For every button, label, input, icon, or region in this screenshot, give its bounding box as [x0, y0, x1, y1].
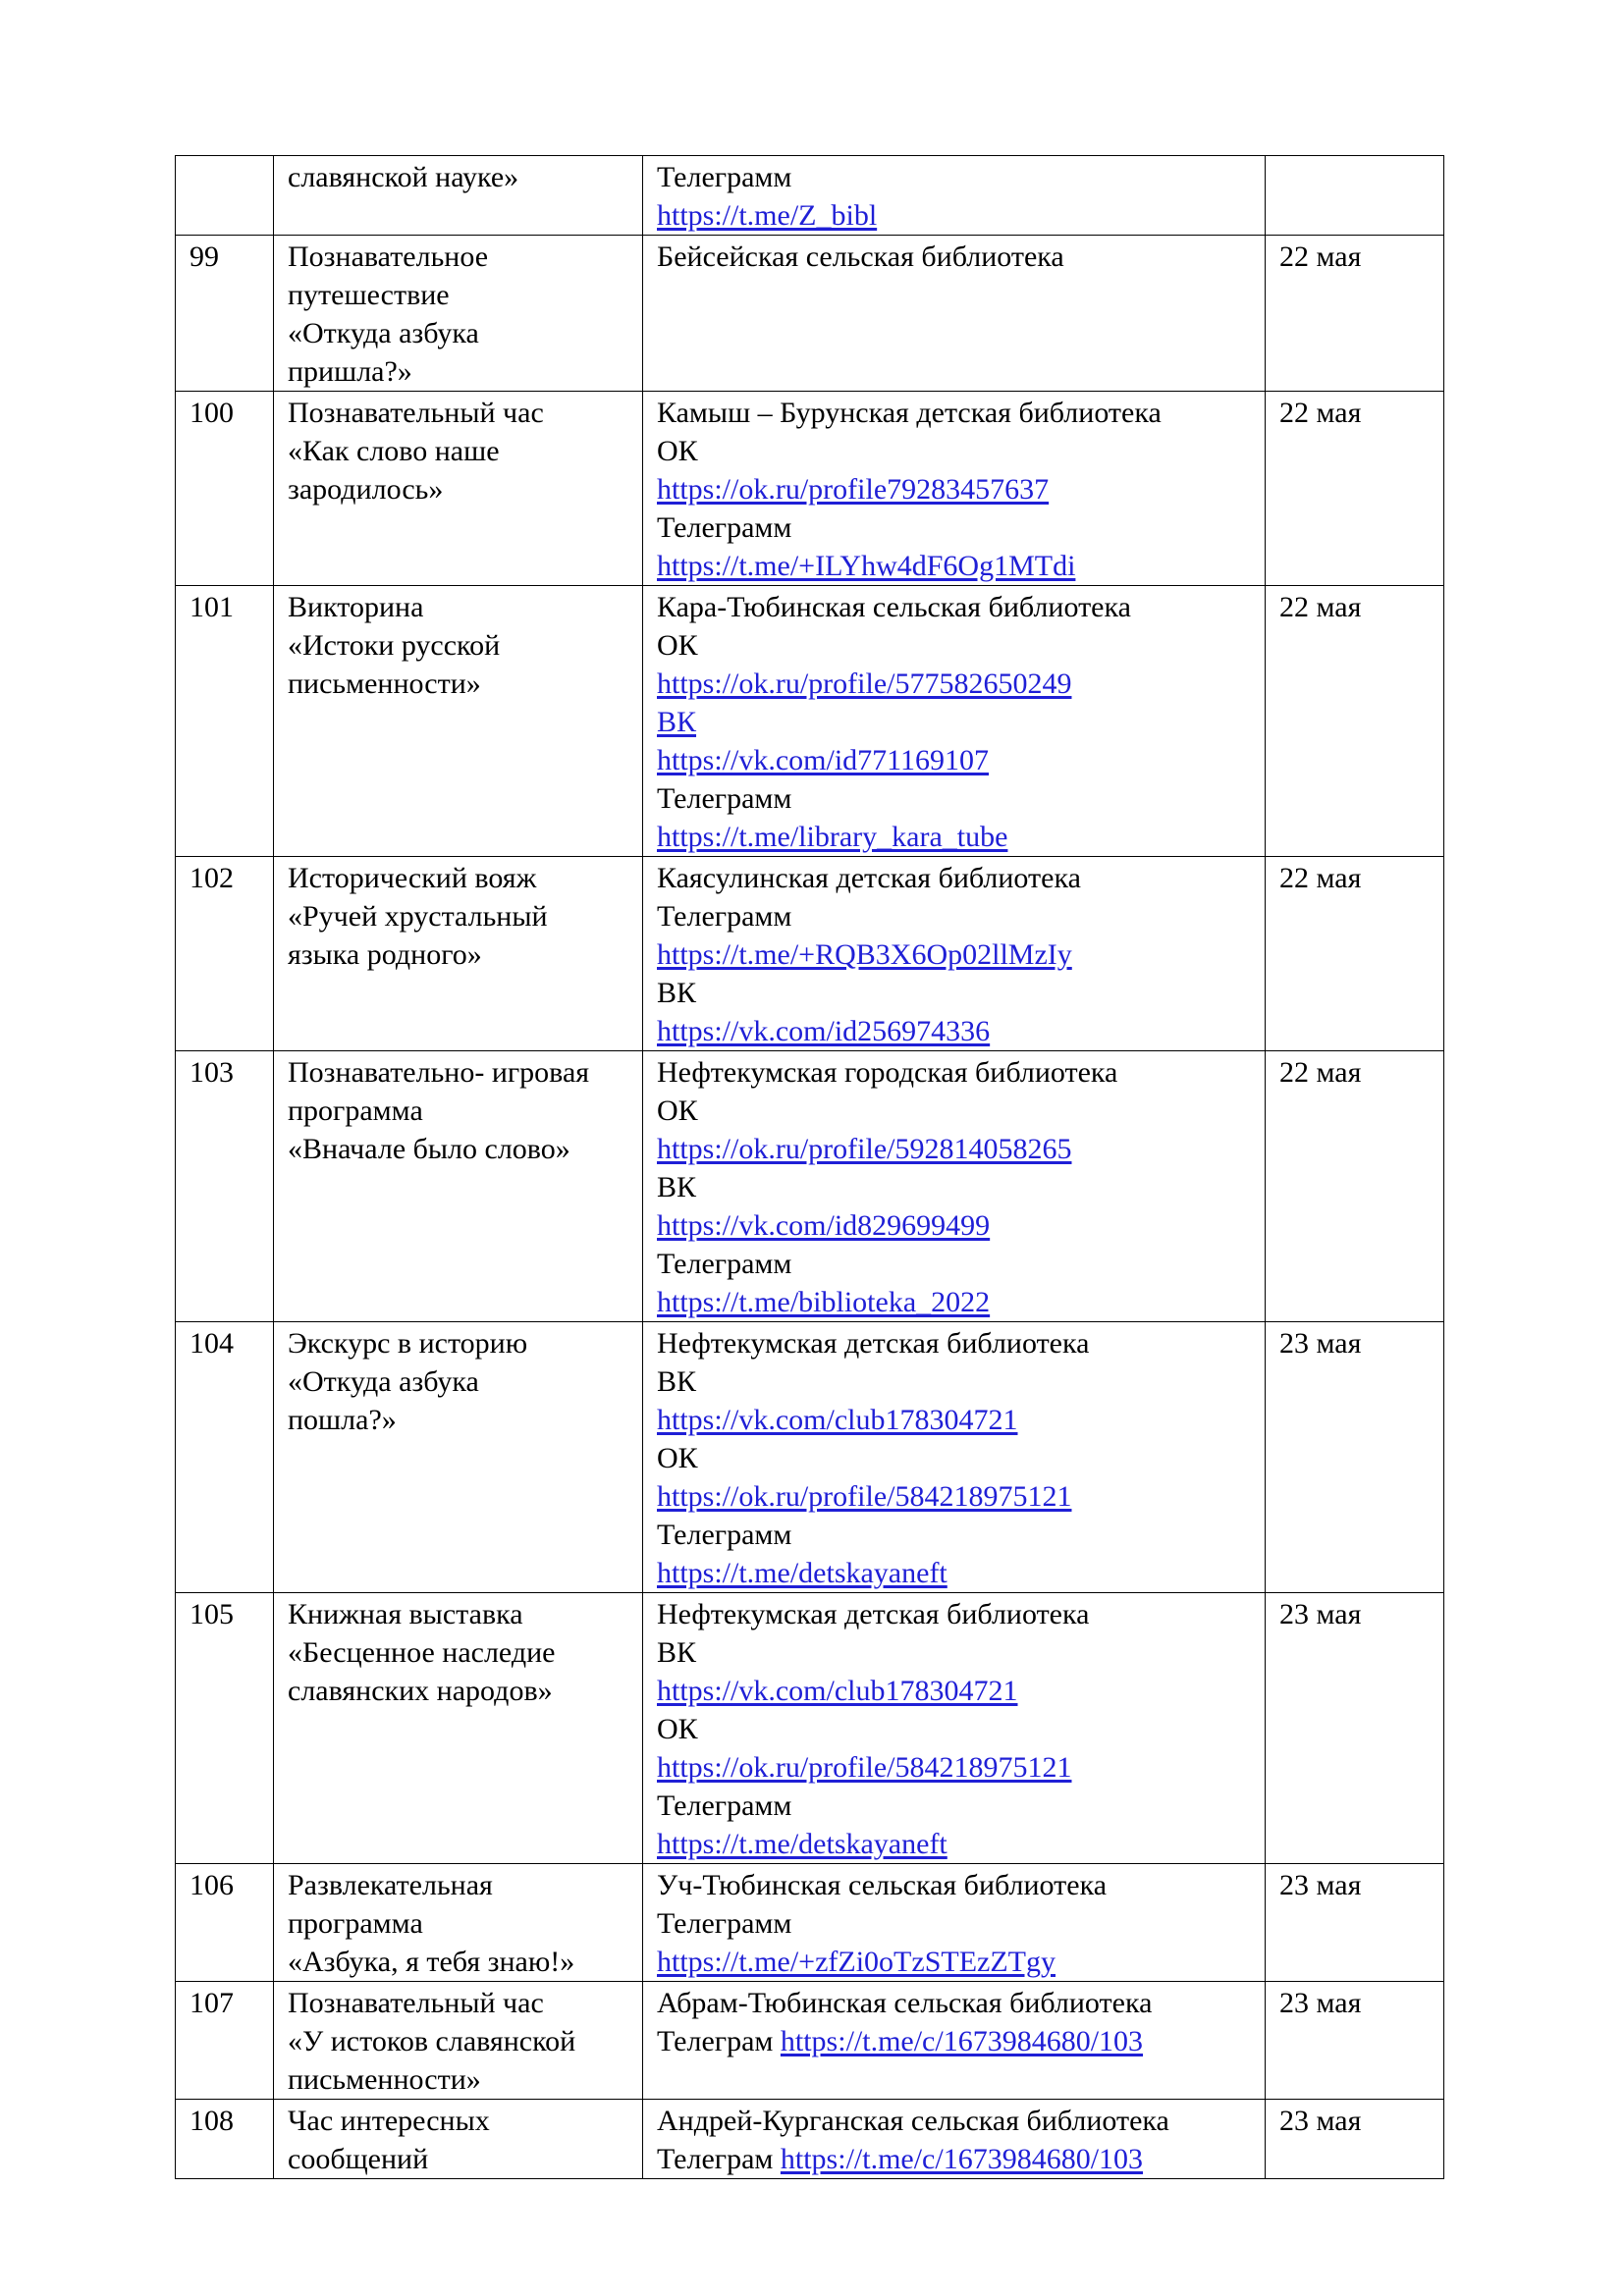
row-number-cell: [176, 236, 274, 392]
venue-link[interactable]: https://vk.com/club178304721: [657, 1404, 1018, 1436]
venue-link-line: [657, 1943, 1251, 1981]
venue-link-line: [657, 1283, 1251, 1321]
event-date: 23 мая: [1279, 1869, 1362, 1901]
event-date: 22 мая: [1279, 591, 1362, 623]
event-title-cell: [274, 236, 643, 392]
venue-link-line: [657, 547, 1251, 585]
events-table: [175, 155, 1444, 2179]
event-title-line: сообщений: [288, 2143, 429, 2175]
venue-line: ВК: [657, 1171, 697, 1203]
row-number-cell: [176, 156, 274, 236]
row-number-cell: [176, 586, 274, 857]
venue-line: Уч-Тюбинская сельская библиотека: [657, 1869, 1108, 1901]
venue-line: ОК: [657, 1713, 698, 1745]
venue-line: ОК: [657, 1442, 698, 1474]
row-number: 103: [189, 1056, 234, 1089]
venue-link[interactable]: https://vk.com/id771169107: [657, 744, 990, 776]
venue-link-line: [657, 665, 1251, 703]
venue-cell: [643, 1593, 1266, 1864]
event-title-line: «У истоков славянской: [288, 2025, 576, 2057]
venue-link[interactable]: https://t.me/library_kara_tube: [657, 821, 1008, 853]
event-date: 23 мая: [1279, 2105, 1362, 2137]
venue-line: Телеграмм: [657, 900, 792, 933]
event-date-cell: [1266, 1864, 1444, 1982]
table-row: [176, 1593, 1444, 1864]
venue-link[interactable]: https://t.me/Z_bibl: [657, 199, 878, 232]
row-number: 101: [189, 591, 234, 623]
event-date-cell: [1266, 156, 1444, 236]
event-title-line: Познавательный час: [288, 397, 544, 429]
table-row: [176, 1982, 1444, 2100]
event-date-cell: [1266, 1051, 1444, 1322]
event-title-cell: [274, 857, 643, 1051]
venue-link[interactable]: https://vk.com/id256974336: [657, 1015, 991, 1047]
venue-link[interactable]: https://ok.ru/profile79283457637: [657, 473, 1050, 506]
venue-link-line: [657, 1401, 1251, 1439]
venue-cell: [643, 156, 1266, 236]
venue-link[interactable]: https://vk.com/club178304721: [657, 1675, 1018, 1707]
telegram-link[interactable]: https://t.me/c/1673984680/103: [780, 2025, 1144, 2057]
venue-link-line: [657, 818, 1251, 856]
table-row: [176, 1322, 1444, 1593]
table-row: [176, 156, 1444, 236]
venue-line: Абрам-Тюбинская сельская библиотека: [657, 1987, 1153, 2019]
event-title-line: Час интересных: [288, 2105, 490, 2137]
venue-line: ОК: [657, 435, 698, 467]
event-title-line: Исторический вояж: [288, 862, 537, 894]
row-number-cell: [176, 1864, 274, 1982]
venue-link-line: [657, 1206, 1251, 1245]
venue-link[interactable]: https://t.me/detskayaneft: [657, 1557, 947, 1589]
venue-link[interactable]: https://vk.com/id829699499: [657, 1209, 991, 1242]
row-number-cell: [176, 392, 274, 586]
venue-line: Нефтекумская городская библиотека: [657, 1056, 1118, 1089]
event-title-line: «Бесценное наследие: [288, 1636, 556, 1669]
venue-line: Бейсейская сельская библиотека: [657, 240, 1064, 273]
venue-line: Телеграмм: [657, 1907, 792, 1940]
venue-line: ВК: [657, 1365, 697, 1398]
event-title-line: славянской науке»: [288, 161, 519, 193]
row-number: 107: [189, 1987, 234, 2019]
event-title-line: «Азбука, я тебя знаю!»: [288, 1946, 575, 1978]
event-title-cell: [274, 1051, 643, 1322]
event-title-line: письменности»: [288, 2063, 481, 2096]
venue-cell: [643, 1864, 1266, 1982]
event-title-line: Познавательный час: [288, 1987, 544, 2019]
row-number: 100: [189, 397, 234, 429]
event-title-line: пришла?»: [288, 355, 412, 388]
venue-line: Телеграмм: [657, 782, 792, 815]
venue-line: Телеграмм: [657, 161, 792, 193]
row-number-cell: [176, 2100, 274, 2179]
event-date: 23 мая: [1279, 1598, 1362, 1630]
event-title-line: «Откуда азбука: [288, 1365, 479, 1398]
venue-link-line: [657, 1748, 1251, 1787]
venue-link-line: [657, 741, 1251, 779]
venue-mixed-line: [657, 2022, 1251, 2060]
table-row: [176, 236, 1444, 392]
telegram-label: Телеграм: [657, 2025, 781, 2057]
event-title-cell: [274, 156, 643, 236]
venue-link[interactable]: https://t.me/detskayaneft: [657, 1828, 947, 1860]
event-title-line: Познавательно- игровая: [288, 1056, 590, 1089]
venue-link[interactable]: https://t.me/biblioteka_2022: [657, 1286, 991, 1318]
venue-cell: [643, 586, 1266, 857]
event-title-line: «Ручей хрустальный: [288, 900, 548, 933]
telegram-link[interactable]: https://t.me/c/1673984680/103: [780, 2143, 1144, 2175]
venue-cell: [643, 1322, 1266, 1593]
venue-line: ОК: [657, 629, 698, 662]
venue-link-line: [657, 1825, 1251, 1863]
venue-link-line: [657, 703, 1251, 741]
venue-link[interactable]: https://ok.ru/profile/577582650249: [657, 667, 1072, 700]
event-date-cell: [1266, 236, 1444, 392]
event-title-cell: [274, 1982, 643, 2100]
venue-link[interactable]: https://ok.ru/profile/584218975121: [657, 1751, 1072, 1784]
venue-line: Андрей-Курганская сельская библиотека: [657, 2105, 1169, 2137]
event-title-line: «Истоки русской: [288, 629, 501, 662]
venue-link-line: [657, 1477, 1251, 1516]
event-title-line: Развлекательная: [288, 1869, 493, 1901]
event-date-cell: [1266, 586, 1444, 857]
event-title-cell: [274, 1864, 643, 1982]
venue-link[interactable]: ВК: [657, 706, 697, 738]
venue-link[interactable]: https://t.me/+RQB3X6Op02llMzIy: [657, 938, 1072, 971]
venue-cell: [643, 1051, 1266, 1322]
venue-line: Нефтекумская детская библиотека: [657, 1327, 1090, 1360]
event-date-cell: [1266, 857, 1444, 1051]
event-title-line: Викторина: [288, 591, 424, 623]
venue-link-line: [657, 1554, 1251, 1592]
event-date: 22 мая: [1279, 240, 1362, 273]
venue-link[interactable]: https://t.me/+ILYhw4dF6Og1MTdi: [657, 550, 1076, 582]
venue-line: Телеграмм: [657, 511, 792, 544]
event-title-cell: [274, 392, 643, 586]
venue-cell: [643, 1982, 1266, 2100]
event-title-line: языка родного»: [288, 938, 482, 971]
event-date: 23 мая: [1279, 1987, 1362, 2019]
events-table-body: [176, 156, 1444, 2179]
row-number-cell: [176, 1322, 274, 1593]
table-row: [176, 586, 1444, 857]
venue-cell: [643, 392, 1266, 586]
row-number: 99: [189, 240, 219, 273]
venue-line: Кара-Тюбинская сельская библиотека: [657, 591, 1131, 623]
venue-link-line: [657, 935, 1251, 974]
venue-mixed-line: [657, 2140, 1251, 2178]
venue-link[interactable]: https://ok.ru/profile/592814058265: [657, 1133, 1072, 1165]
venue-link-line: [657, 1012, 1251, 1050]
event-date: 23 мая: [1279, 1327, 1362, 1360]
event-title-line: Книжная выставка: [288, 1598, 523, 1630]
venue-link[interactable]: https://t.me/+zfZi0oTzSTEzZTgy: [657, 1946, 1056, 1978]
event-title-line: программа: [288, 1095, 423, 1127]
event-title-cell: [274, 586, 643, 857]
venue-link-line: [657, 1130, 1251, 1168]
venue-line: Телеграмм: [657, 1789, 792, 1822]
venue-cell: [643, 857, 1266, 1051]
event-title-line: путешествие: [288, 279, 450, 311]
event-title-line: «Откуда азбука: [288, 317, 479, 349]
event-title-line: славянских народов»: [288, 1675, 553, 1707]
row-number: 106: [189, 1869, 234, 1901]
venue-line: Камыш – Бурунская детская библиотека: [657, 397, 1162, 429]
event-title-line: Экскурс в историю: [288, 1327, 528, 1360]
venue-line: Телеграмм: [657, 1248, 792, 1280]
table-row: [176, 857, 1444, 1051]
venue-line: Телеграмм: [657, 1519, 792, 1551]
event-title-cell: [274, 1322, 643, 1593]
event-title-cell: [274, 1593, 643, 1864]
event-title-cell: [274, 2100, 643, 2179]
row-number: 102: [189, 862, 234, 894]
event-date: 22 мая: [1279, 397, 1362, 429]
event-date: 22 мая: [1279, 1056, 1362, 1089]
venue-line: ОК: [657, 1095, 698, 1127]
venue-line: Каясулинская детская библиотека: [657, 862, 1081, 894]
event-title-line: программа: [288, 1907, 423, 1940]
event-title-line: зародилось»: [288, 473, 444, 506]
event-title-line: «Вначале было слово»: [288, 1133, 570, 1165]
venue-line: Нефтекумская детская библиотека: [657, 1598, 1090, 1630]
row-number-cell: [176, 1051, 274, 1322]
table-row: [176, 1864, 1444, 1982]
event-title-line: пошла?»: [288, 1404, 397, 1436]
row-number-cell: [176, 1593, 274, 1864]
venue-link[interactable]: https://ok.ru/profile/584218975121: [657, 1480, 1072, 1513]
row-number: 104: [189, 1327, 234, 1360]
event-title-line: письменности»: [288, 667, 481, 700]
row-number: 108: [189, 2105, 234, 2137]
event-date-cell: [1266, 1322, 1444, 1593]
telegram-label: Телеграм: [657, 2143, 781, 2175]
venue-cell: [643, 2100, 1266, 2179]
row-number-cell: [176, 1982, 274, 2100]
event-date-cell: [1266, 2100, 1444, 2179]
event-date: 22 мая: [1279, 862, 1362, 894]
row-number: 105: [189, 1598, 234, 1630]
table-row: [176, 1051, 1444, 1322]
venue-link-line: [657, 196, 1251, 235]
venue-link-line: [657, 1672, 1251, 1710]
event-date-cell: [1266, 1593, 1444, 1864]
event-title-line: «Как слово наше: [288, 435, 500, 467]
venue-line: ВК: [657, 977, 697, 1009]
venue-link-line: [657, 470, 1251, 508]
table-row: [176, 2100, 1444, 2179]
event-title-line: Познавательное: [288, 240, 489, 273]
event-date-cell: [1266, 392, 1444, 586]
row-number-cell: [176, 857, 274, 1051]
venue-cell: [643, 236, 1266, 392]
table-row: [176, 392, 1444, 586]
venue-line: ВК: [657, 1636, 697, 1669]
event-date-cell: [1266, 1982, 1444, 2100]
